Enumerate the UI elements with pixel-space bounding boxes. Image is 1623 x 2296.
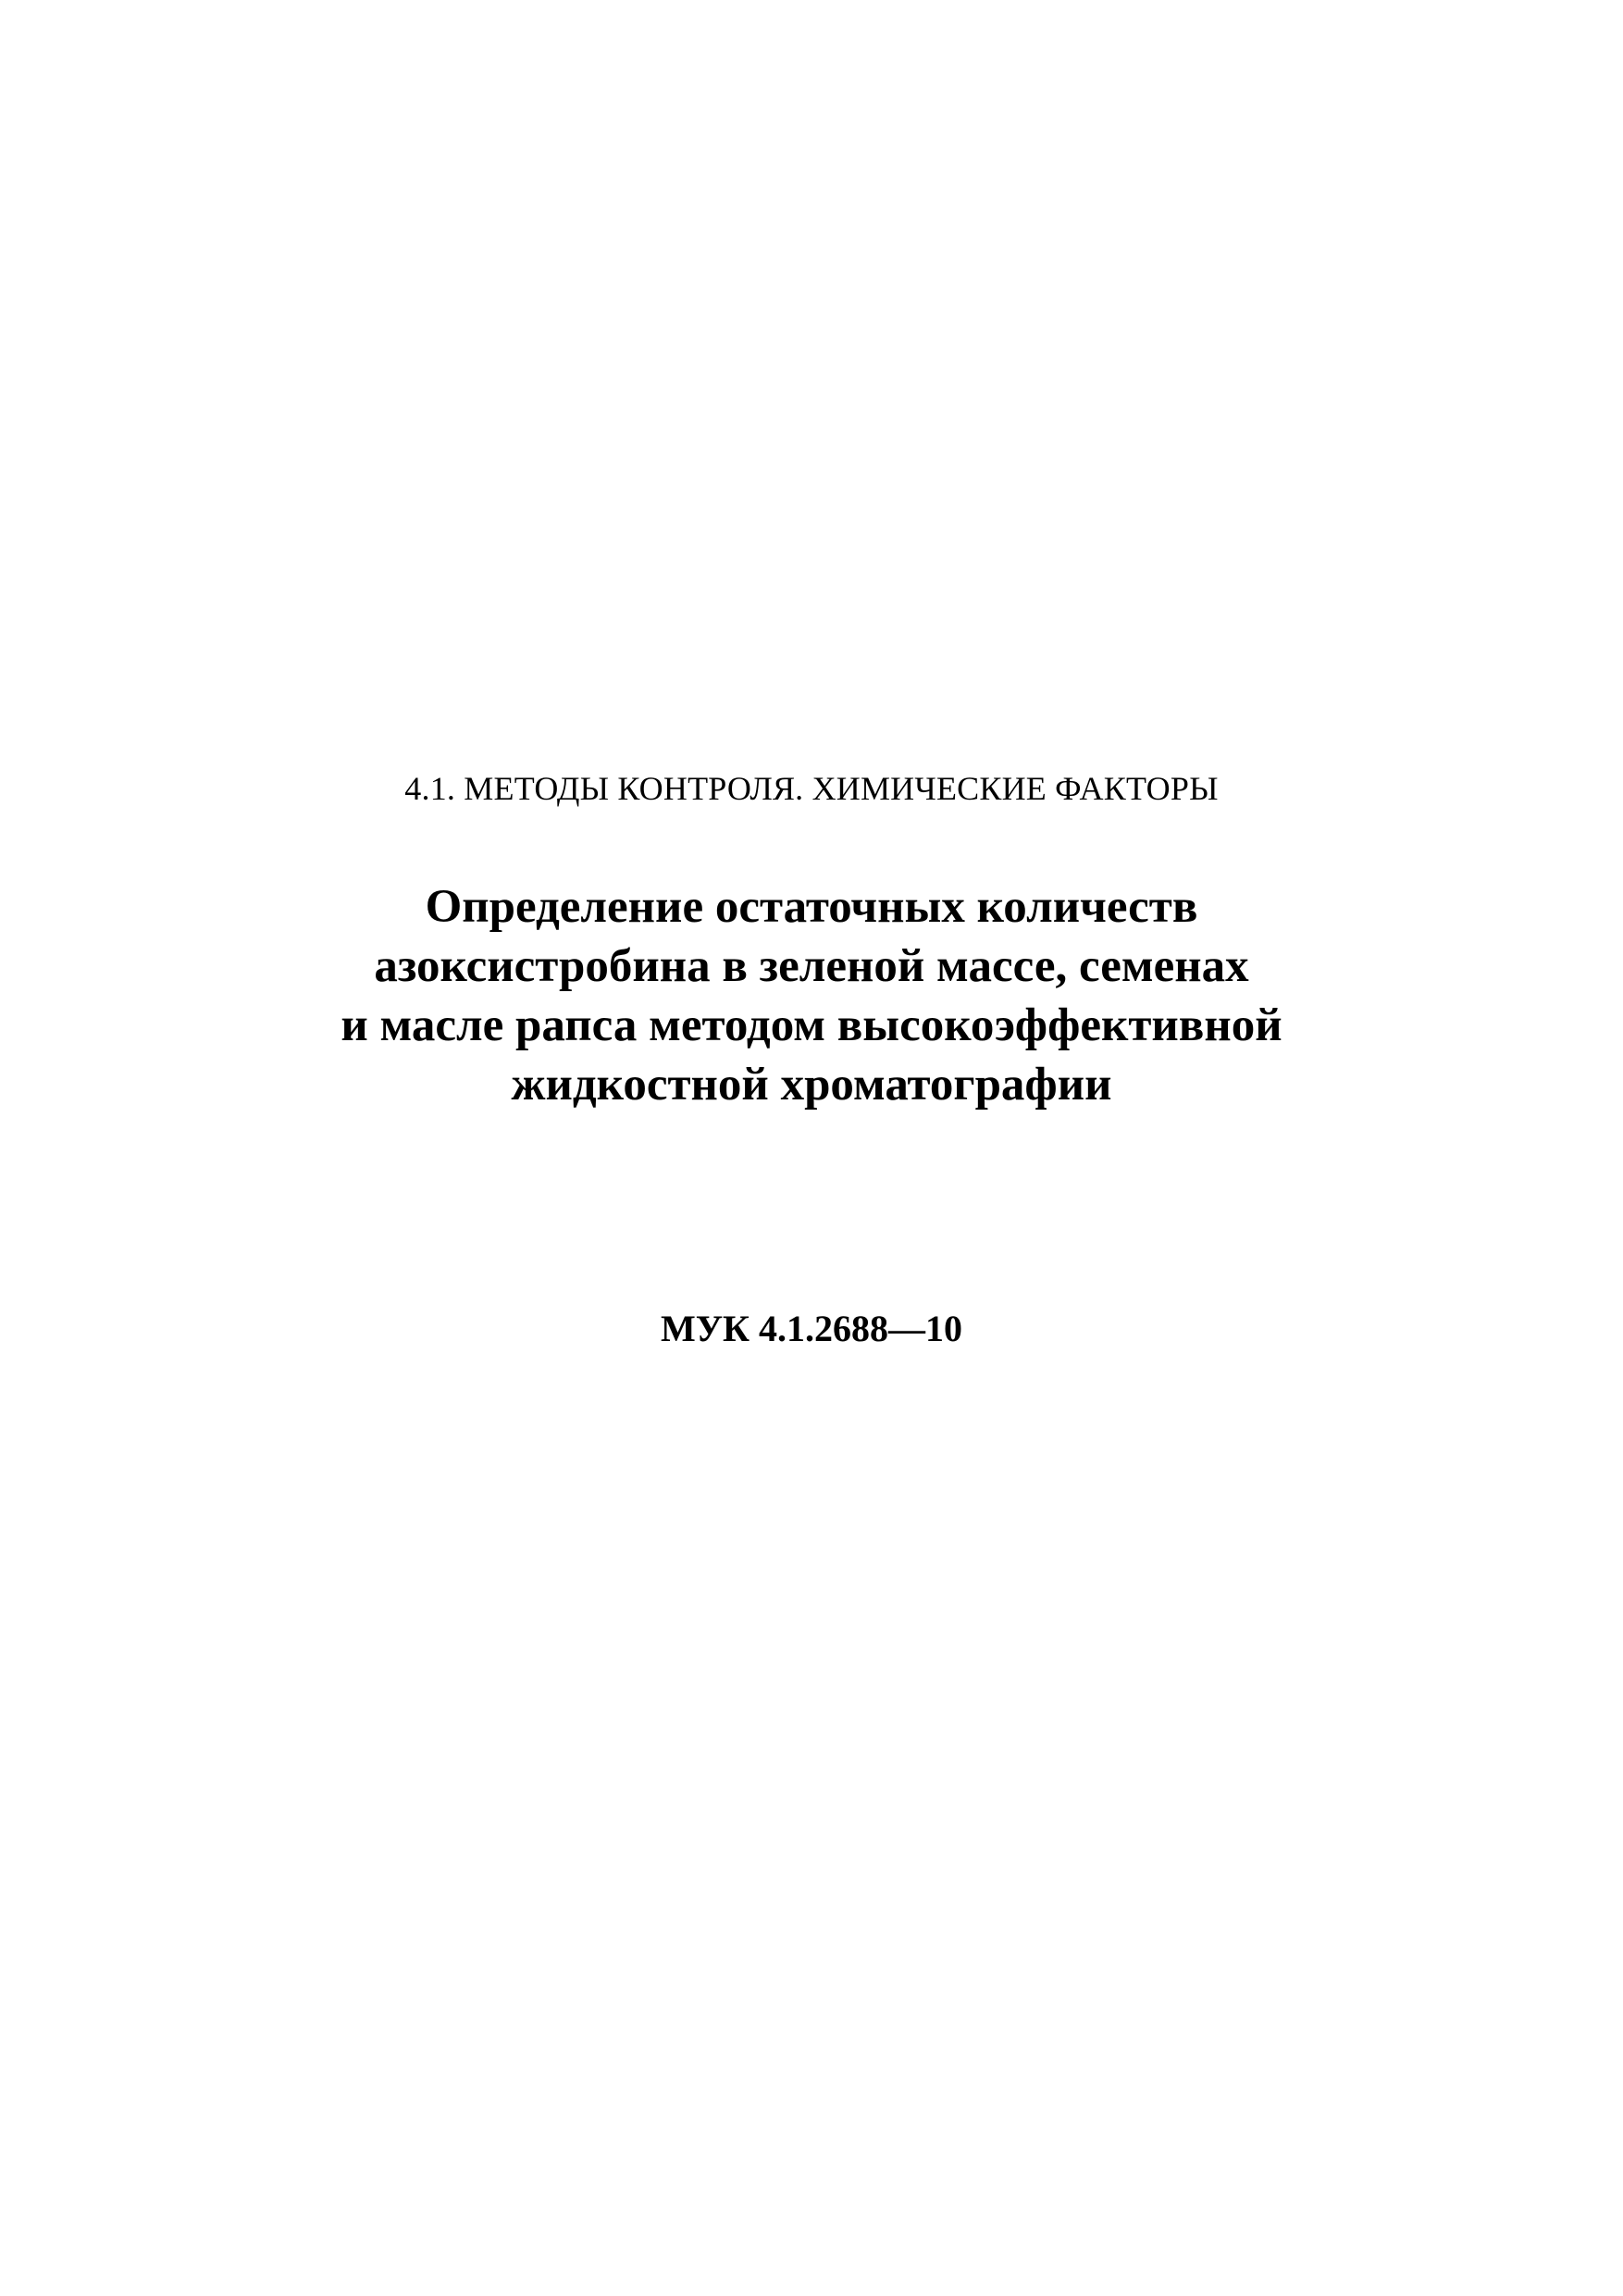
document-code: МУК 4.1.2688—10 xyxy=(660,1308,963,1349)
title-line-3: и масле рапса методом высокоэффективной xyxy=(341,999,1282,1051)
document-title xyxy=(0,877,1623,1114)
title-line-1: Определение остаточных количеств xyxy=(425,881,1198,933)
title-line-4: жидкостной хроматографии xyxy=(511,1059,1112,1111)
title-line-2: азоксистробина в зеленой массе, семенах xyxy=(374,940,1249,992)
section-heading: 4.1. МЕТОДЫ КОНТРОЛЯ. ХИМИЧЕСКИЕ ФАКТОРЫ xyxy=(404,770,1219,807)
